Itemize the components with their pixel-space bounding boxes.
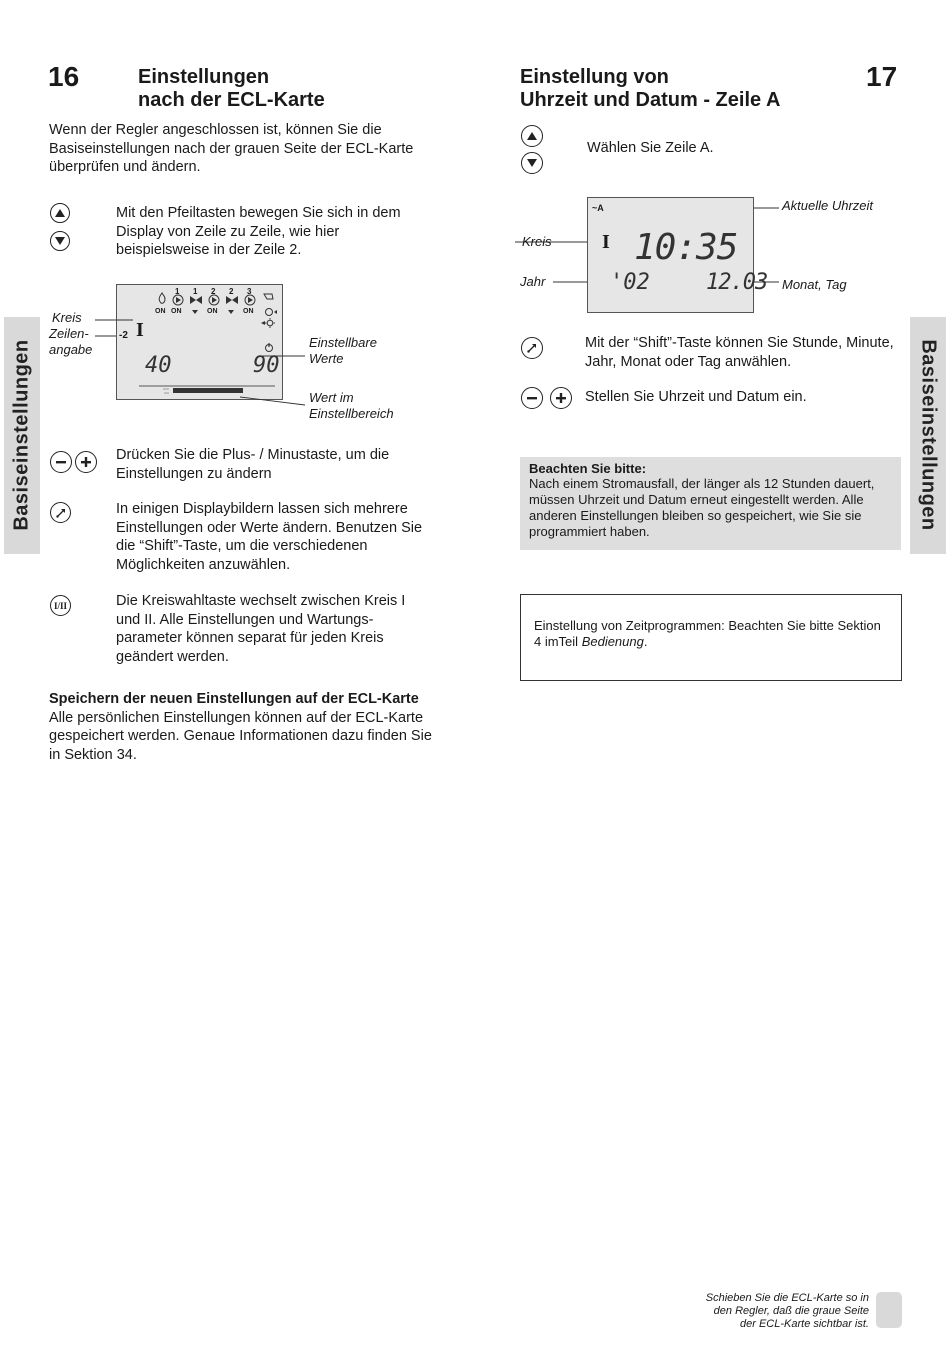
display-label-jahr: Jahr — [520, 274, 546, 289]
on-label: ON — [207, 308, 218, 315]
down-arrow-key-icon — [50, 231, 70, 251]
side-tab-right — [910, 317, 946, 554]
side-tab-label: Basiseinstellungen — [10, 339, 33, 531]
footer-line: Schieben Sie die ECL-Karte so in — [705, 1292, 869, 1304]
valve-icon — [226, 296, 238, 304]
top-number: 2 — [211, 287, 216, 296]
display-year: '02 — [610, 270, 650, 295]
clock-icon — [266, 309, 278, 316]
page-title-right — [520, 66, 780, 112]
footer-line: den Regler, daß die graue Seite — [713, 1305, 869, 1317]
page-number-right: 17 — [866, 61, 898, 92]
side-tab-left — [4, 317, 40, 554]
circuit-indicator: I — [136, 319, 144, 341]
down-arrow-key-icon — [521, 152, 543, 174]
play-icon — [209, 295, 219, 305]
up-arrow-key-icon — [50, 203, 70, 223]
save-text: Alle persönlichen Einstellungen können auf der ECL-Karte gespeichert werden. Genaue Informationen dazu finden Sie in Sektion 34. — [49, 709, 432, 763]
notice-box — [520, 457, 901, 550]
display-label-zeilen: Zeilen- — [49, 326, 89, 341]
top-number: 2 — [229, 287, 234, 296]
scale-bar — [163, 388, 243, 393]
top-number: 1 — [193, 287, 198, 296]
display-time: 10:35 — [634, 227, 738, 268]
notice-heading: Beachten Sie bitte: — [529, 461, 647, 476]
valve-icon — [190, 296, 202, 304]
sun-icon — [261, 318, 275, 328]
title-line-1: Einstellungen — [138, 66, 270, 88]
page-title-left — [138, 66, 325, 112]
ecl-display-right — [587, 197, 768, 313]
moon-icon — [264, 332, 268, 340]
title-line-2: nach der ECL-Karte — [138, 89, 325, 111]
on-label: ON — [243, 308, 254, 315]
kreis-text: Die Kreiswahltaste wechselt zwischen Kreis I und II. Alle Einstellungen und Wartungs-parameter können separat für jeden Kreis geändert werden. — [116, 593, 406, 665]
intro-paragraph: Wenn der Regler angeschlossen ist, können Sie die Basiseinstellungen nach der grauen Seite der ECL-Karte überprüfen und ändern. — [49, 122, 414, 175]
flame-icon — [159, 293, 165, 303]
up-arrow-key-icon — [521, 125, 543, 147]
shift-key-icon — [521, 337, 543, 359]
line-indicator: ~A — [592, 203, 604, 213]
top-number: 1 — [175, 287, 180, 296]
circuit-select-key-icon — [50, 595, 71, 616]
notice-text: Nach einem Stromausfall, der länger als 12 Stunden dauert, müssen Uhrzeit und Datum erneut eingestellt werden. Alle anderen Einstellungen bleiben so gespeichert, wie Sie sie programmiert haben. — [529, 476, 875, 539]
side-tab-label: Basiseinstellungen — [917, 339, 940, 531]
display-label-wert-im: Wert im — [309, 390, 354, 405]
on-label: ON — [171, 308, 182, 315]
info-box — [520, 594, 902, 681]
play-icon — [245, 295, 255, 305]
footer-line: der ECL-Karte sichtbar ist. — [740, 1318, 869, 1330]
title-line-2: Uhrzeit und Datum - Zeile A — [520, 89, 781, 111]
footer-tab-marker — [876, 1292, 902, 1328]
save-heading: Speichern der neuen Einstellungen auf der ECL-Karte — [49, 691, 419, 707]
info-text: Einstellung von Zeitprogrammen: Beachten Sie bitte Sektion 4 imTeil — [534, 618, 881, 649]
display-label-kreis: Kreis — [52, 310, 82, 325]
plusminus-text: Drücken Sie die Plus- / Minustaste, um die Einstellungen zu ändern — [116, 447, 390, 482]
display-label-monat-tag: Monat, Tag — [782, 277, 847, 292]
footer-note — [640, 1292, 869, 1331]
save-section — [49, 690, 434, 764]
plus-key-icon — [75, 451, 97, 473]
info-text-end: . — [643, 634, 648, 649]
display-label-werte: Werte — [309, 351, 344, 366]
minus-key-icon — [521, 387, 543, 409]
display-label-aktuelle-uhrzeit: Aktuelle Uhrzeit — [782, 198, 874, 213]
display-label-einstellbare: Einstellbare — [309, 335, 377, 350]
display-label-einstellbereich: Einstellbereich — [309, 406, 394, 421]
display-value-left: 40 — [145, 353, 172, 378]
on-label: ON — [155, 308, 166, 315]
display-value-right: 90 — [253, 353, 280, 378]
arrow-keys-text: Wählen Sie Zeile A. — [587, 140, 714, 156]
circuit-indicator: I — [602, 231, 610, 253]
circuit-key-label: I/II — [53, 600, 67, 611]
line-indicator: -2 — [119, 330, 128, 341]
info-text-italic: Bedienung — [581, 634, 644, 649]
play-icon — [173, 295, 183, 305]
shift-text: Mit der “Shift”-Taste können Sie Stunde, Minute, Jahr, Monat oder Tag anwählen. — [585, 335, 894, 370]
display-label-angabe: angabe — [49, 342, 93, 357]
display-date: 12.03 — [706, 270, 768, 295]
top-number: 3 — [247, 287, 252, 296]
shift-key-icon — [50, 502, 71, 523]
ecl-display-left — [116, 284, 283, 400]
minus-key-icon — [50, 451, 72, 473]
info-box-text — [534, 618, 886, 650]
hand-icon — [264, 294, 273, 299]
arrow-keys-text: Mit den Pfeiltasten bewegen Sie sich in dem Display von Zeile zu Zeile, wie hier beispielsweise in der Zeile 2. — [116, 205, 401, 258]
power-icon — [266, 343, 273, 352]
plus-key-icon — [550, 387, 572, 409]
shift-text: In einigen Displaybildern lassen sich mehrere Einstellungen oder Werte ändern. Benutzen Sie die “Shift”-Taste, um die verschiedenen Möglichkeiten anzuwählen. — [116, 501, 423, 573]
plusminus-text: Stellen Sie Uhrzeit und Datum ein. — [585, 389, 807, 405]
display-label-kreis: Kreis — [522, 234, 552, 249]
title-line-1: Einstellung von — [520, 66, 669, 88]
page-number-left: 16 — [48, 61, 80, 92]
